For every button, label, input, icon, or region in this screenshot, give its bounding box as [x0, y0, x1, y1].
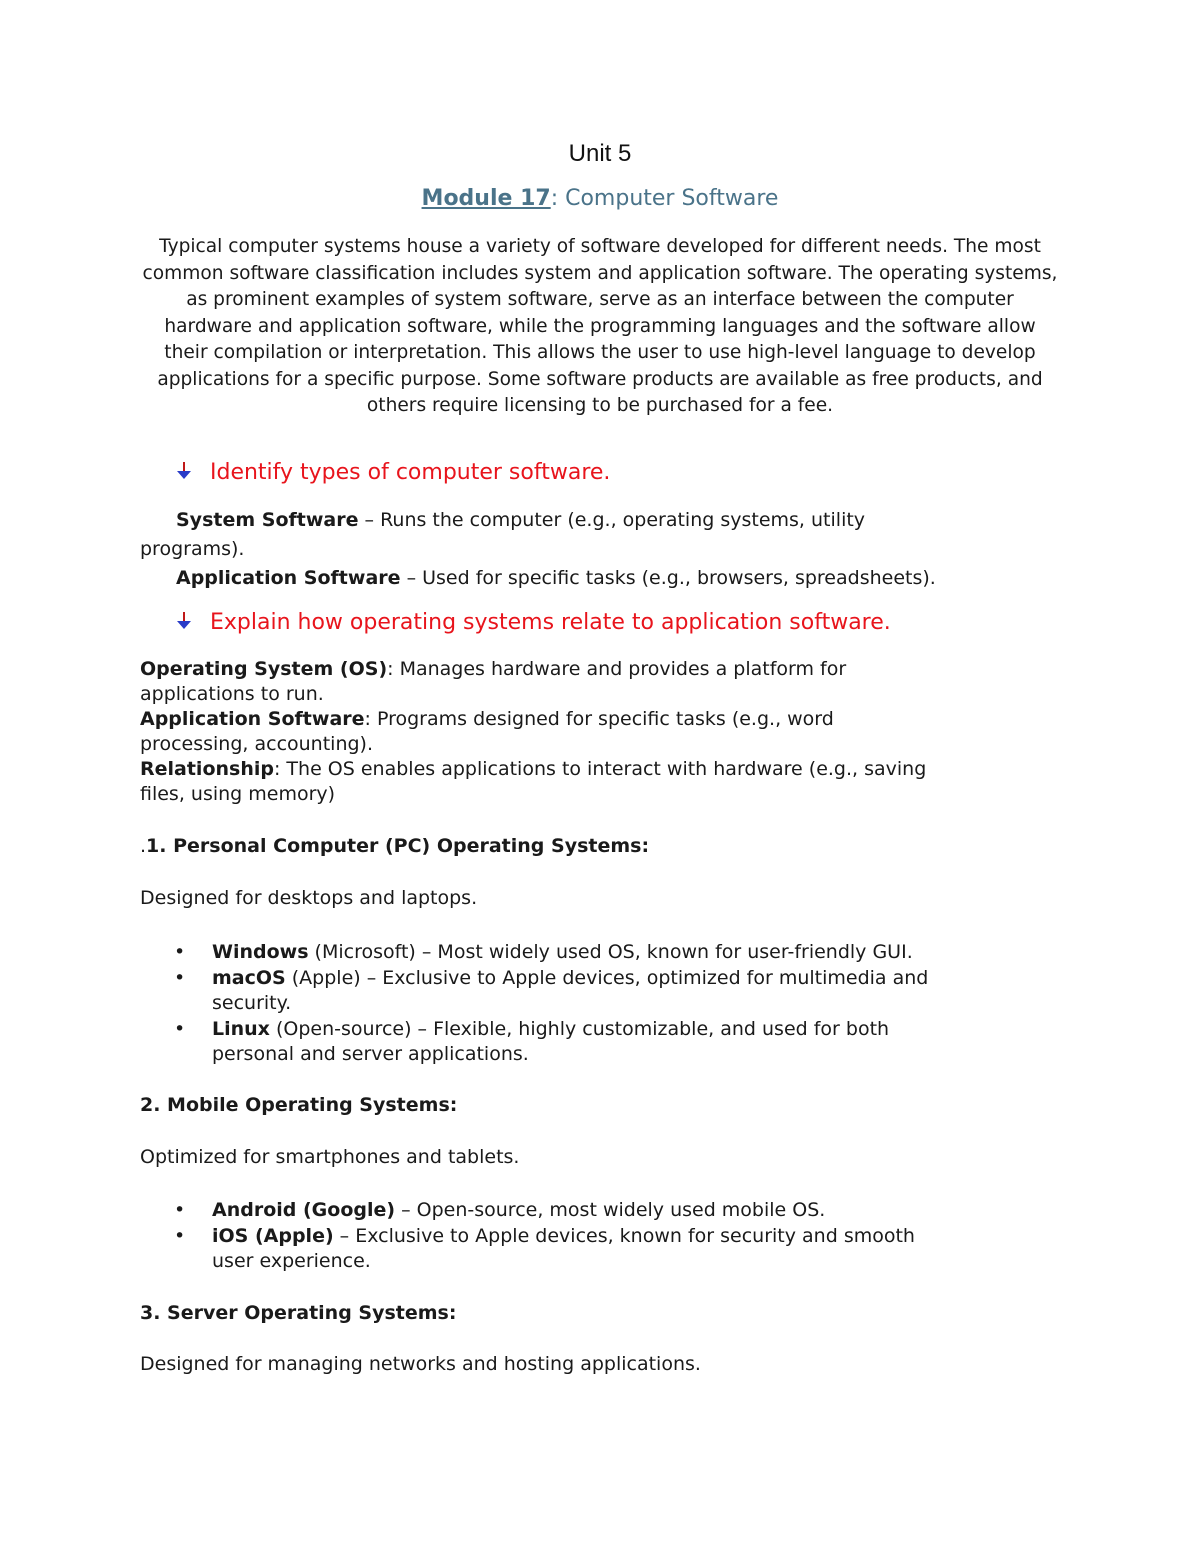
- section-heading-text: 1. Personal Computer (PC) Operating Systems:: [146, 835, 650, 857]
- pc-os-list: [140, 940, 1060, 1068]
- relation-continuation: files, using memory): [140, 783, 336, 805]
- list-term: iOS (Apple): [212, 1224, 334, 1247]
- list-continuation: user experience.: [212, 1250, 371, 1272]
- list-desc: (Microsoft) – Most widely used OS, known for user-friendly GUI.: [308, 941, 913, 963]
- section-intro-3: Designed for managing networks and hosting applications.: [140, 1353, 701, 1375]
- objective-heading-1: [176, 460, 610, 485]
- list-desc: – Exclusive to Apple devices, known for security and smooth: [333, 1224, 915, 1247]
- list-item: [140, 966, 1060, 1017]
- list-term: Windows: [212, 941, 309, 963]
- relation-desc: : Programs designed for specific tasks (e.g., word: [364, 708, 834, 730]
- bullet-icon: •: [174, 941, 186, 963]
- objective-text-2: Explain how operating systems relate to application software.: [210, 610, 891, 635]
- module-heading: [0, 186, 1200, 211]
- section-heading-2: 2. Mobile Operating Systems:: [140, 1094, 458, 1116]
- list-desc: – Open-source, most widely used mobile OS.: [395, 1199, 826, 1221]
- relation-item: [140, 657, 1060, 682]
- type-desc: – Runs the computer (e.g., operating systems, utility: [358, 509, 866, 531]
- type-item: [140, 566, 1060, 591]
- software-types: [140, 508, 1060, 591]
- type-item: [140, 508, 1060, 533]
- section-heading-3: 3. Server Operating Systems:: [140, 1302, 457, 1324]
- section-intro-2: Optimized for smartphones and tablets.: [140, 1146, 520, 1168]
- unit-title: Unit 5: [568, 140, 632, 167]
- section-heading-1: [140, 835, 649, 857]
- bullet-icon: •: [174, 966, 186, 989]
- relation-item: [140, 757, 1060, 782]
- list-desc: (Open-source) – Flexible, highly customizable, and used for both: [269, 1017, 890, 1040]
- objective-text-1: Identify types of computer software.: [210, 460, 611, 485]
- type-term: System Software: [176, 509, 359, 531]
- module-label: Module 17: [421, 186, 551, 211]
- type-term: Application Software: [176, 567, 401, 589]
- section-intro-1: Designed for desktops and laptops.: [140, 887, 478, 909]
- type-continuation: programs).: [140, 538, 245, 560]
- objective-heading-2: [176, 610, 891, 635]
- list-term: macOS: [212, 966, 286, 989]
- bullet-icon: •: [174, 1017, 186, 1040]
- os-relations: [140, 657, 1060, 807]
- section-heading-prefix: .: [140, 835, 147, 857]
- relation-desc: : The OS enables applications to interact with hardware (e.g., saving: [273, 758, 927, 780]
- list-term: Linux: [212, 1017, 270, 1040]
- module-subtitle: : Computer Software: [550, 186, 779, 211]
- relation-continuation: applications to run.: [140, 683, 324, 705]
- relation-item: [140, 707, 1060, 732]
- list-continuation: security.: [212, 992, 292, 1014]
- list-item: [140, 1224, 1060, 1275]
- intro-paragraph: Typical computer systems house a variety of software developed for different needs. The most common software classification includes system and application software. The operating systems, as prominent examples of system software, serve as an interface between the computer hardware and application software, while the programming languages and the software allow their compilation or interpretation. This allows the user to use high-level language to develop applications for a specific purpose. Some software products are available as free products, and others require licensing to be purchased for a fee.: [142, 236, 1058, 416]
- relation-term: Operating System (OS): [140, 658, 388, 680]
- bullet-icon: •: [174, 1199, 186, 1221]
- arrow-down-icon: [176, 462, 192, 480]
- relation-term: Application Software: [140, 708, 365, 730]
- relation-term: Relationship: [140, 758, 274, 780]
- list-continuation: personal and server applications.: [212, 1043, 529, 1065]
- list-item: [140, 940, 1060, 966]
- bullet-icon: •: [174, 1224, 186, 1247]
- type-desc: – Used for specific tasks (e.g., browsers, spreadsheets).: [400, 567, 936, 589]
- list-desc: (Apple) – Exclusive to Apple devices, optimized for multimedia and: [285, 966, 929, 989]
- mobile-os-list: [140, 1198, 1060, 1275]
- relation-desc: : Manages hardware and provides a platform for: [387, 658, 847, 680]
- list-item: [140, 1198, 1060, 1224]
- list-item: [140, 1017, 1060, 1068]
- list-term: Android (Google): [212, 1199, 396, 1221]
- arrow-down-icon: [176, 612, 192, 630]
- relation-continuation: processing, accounting).: [140, 733, 374, 755]
